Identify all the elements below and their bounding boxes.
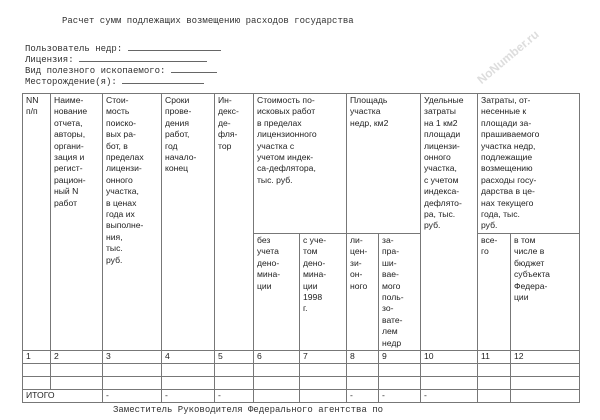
header-cell: Площадь участка недр, км2 [347, 94, 421, 234]
cell [347, 363, 379, 376]
column-number: 2 [51, 350, 103, 363]
cell [379, 363, 421, 376]
header-row [23, 94, 580, 234]
cell [103, 376, 162, 389]
cell [51, 363, 103, 376]
subheader-cell: в том числе в бюджет субъекта Федера- ции [511, 233, 580, 350]
cell [300, 376, 347, 389]
field-deposit [25, 75, 204, 87]
cell [162, 363, 215, 376]
total-cell [511, 389, 580, 402]
field-label: Лицензия: [25, 55, 74, 65]
column-number: 11 [478, 350, 511, 363]
total-row [23, 389, 580, 402]
cell [215, 363, 254, 376]
subheader-cell: с уче- том дено- мина- ции 1998 г. [300, 233, 347, 350]
cell [162, 376, 215, 389]
subheader-cell: за- пра- ши- вае- мого поль- зо- вате- лем недр [379, 233, 421, 350]
cell [300, 363, 347, 376]
table-row [23, 363, 580, 376]
cell [103, 363, 162, 376]
cell [478, 363, 511, 376]
total-cell: - [162, 389, 215, 402]
total-cell [300, 389, 347, 402]
header-cell: Удельные затраты на 1 км2 площади лицензи- онного участка, с учетом индекса- дефлято- ра, тыс. руб. [421, 94, 478, 351]
footer-signature-line: Заместитель Руководителя Федерального агентства по [113, 405, 384, 415]
cell [421, 363, 478, 376]
column-number-row [23, 350, 580, 363]
column-number: 3 [103, 350, 162, 363]
subheader-cell: без учета дено- мина- ции [254, 233, 300, 350]
field-blank [171, 64, 217, 73]
cell [254, 376, 300, 389]
column-number: 1 [23, 350, 51, 363]
header-cell: Затраты, от- несенные к площади за- прашиваемого участка недр, подлежащие возмещению расходы госу- дарства в це- нах текущего года, тыс. руб. [478, 94, 580, 234]
header-cell: Ин- декс- де- фля- тор [215, 94, 254, 351]
cell [254, 363, 300, 376]
column-number: 9 [379, 350, 421, 363]
cell [23, 376, 51, 389]
cell [347, 376, 379, 389]
column-number: 7 [300, 350, 347, 363]
total-cell: - [379, 389, 421, 402]
total-cell: - [421, 389, 478, 402]
watermark: NoNumber.ru [474, 27, 542, 87]
document-title: Расчет сумм подлежащих возмещению расходов государства [62, 16, 354, 26]
cell [215, 376, 254, 389]
field-label: Пользователь недр: [25, 44, 123, 54]
cell [478, 376, 511, 389]
column-number: 10 [421, 350, 478, 363]
field-blank [79, 53, 207, 62]
field-blank [122, 75, 204, 84]
field-label: Вид полезного ископаемого: [25, 66, 166, 76]
total-cell: - [215, 389, 254, 402]
total-cell [254, 389, 300, 402]
total-cell: - [103, 389, 162, 402]
cell [23, 363, 51, 376]
subheader-cell: ли- цен- зи- он- ного [347, 233, 379, 350]
column-number: 4 [162, 350, 215, 363]
column-number: 6 [254, 350, 300, 363]
cell [511, 376, 580, 389]
header-cell: Стоимость по- исковых работ в пределах лицензионного участка с учетом индек- са-дефлятора, тыс. руб. [254, 94, 347, 234]
cell [379, 376, 421, 389]
expense-table [22, 93, 580, 403]
column-number: 5 [215, 350, 254, 363]
subheader-cell: все- го [478, 233, 511, 350]
column-number: 12 [511, 350, 580, 363]
header-cell: Стои- мость поиско- вых ра- бот, в пределах лицензи- онного участка, в ценах года их выполне- ния, тыс. руб. [103, 94, 162, 351]
cell [51, 376, 103, 389]
field-label: Месторождение(я): [25, 77, 117, 87]
header-cell: NN п/п [23, 94, 51, 351]
cell [511, 363, 580, 376]
header-cell: Сроки прове- дения работ, год начало- конец [162, 94, 215, 351]
table-row [23, 376, 580, 389]
total-cell [478, 389, 511, 402]
field-blank [128, 42, 221, 51]
column-number: 8 [347, 350, 379, 363]
total-cell: - [347, 389, 379, 402]
total-label: ИТОГО [23, 389, 103, 402]
header-cell: Наиме- нование отчета, авторы, органи- зация и регист- рацион- ный N работ [51, 94, 103, 351]
cell [421, 376, 478, 389]
